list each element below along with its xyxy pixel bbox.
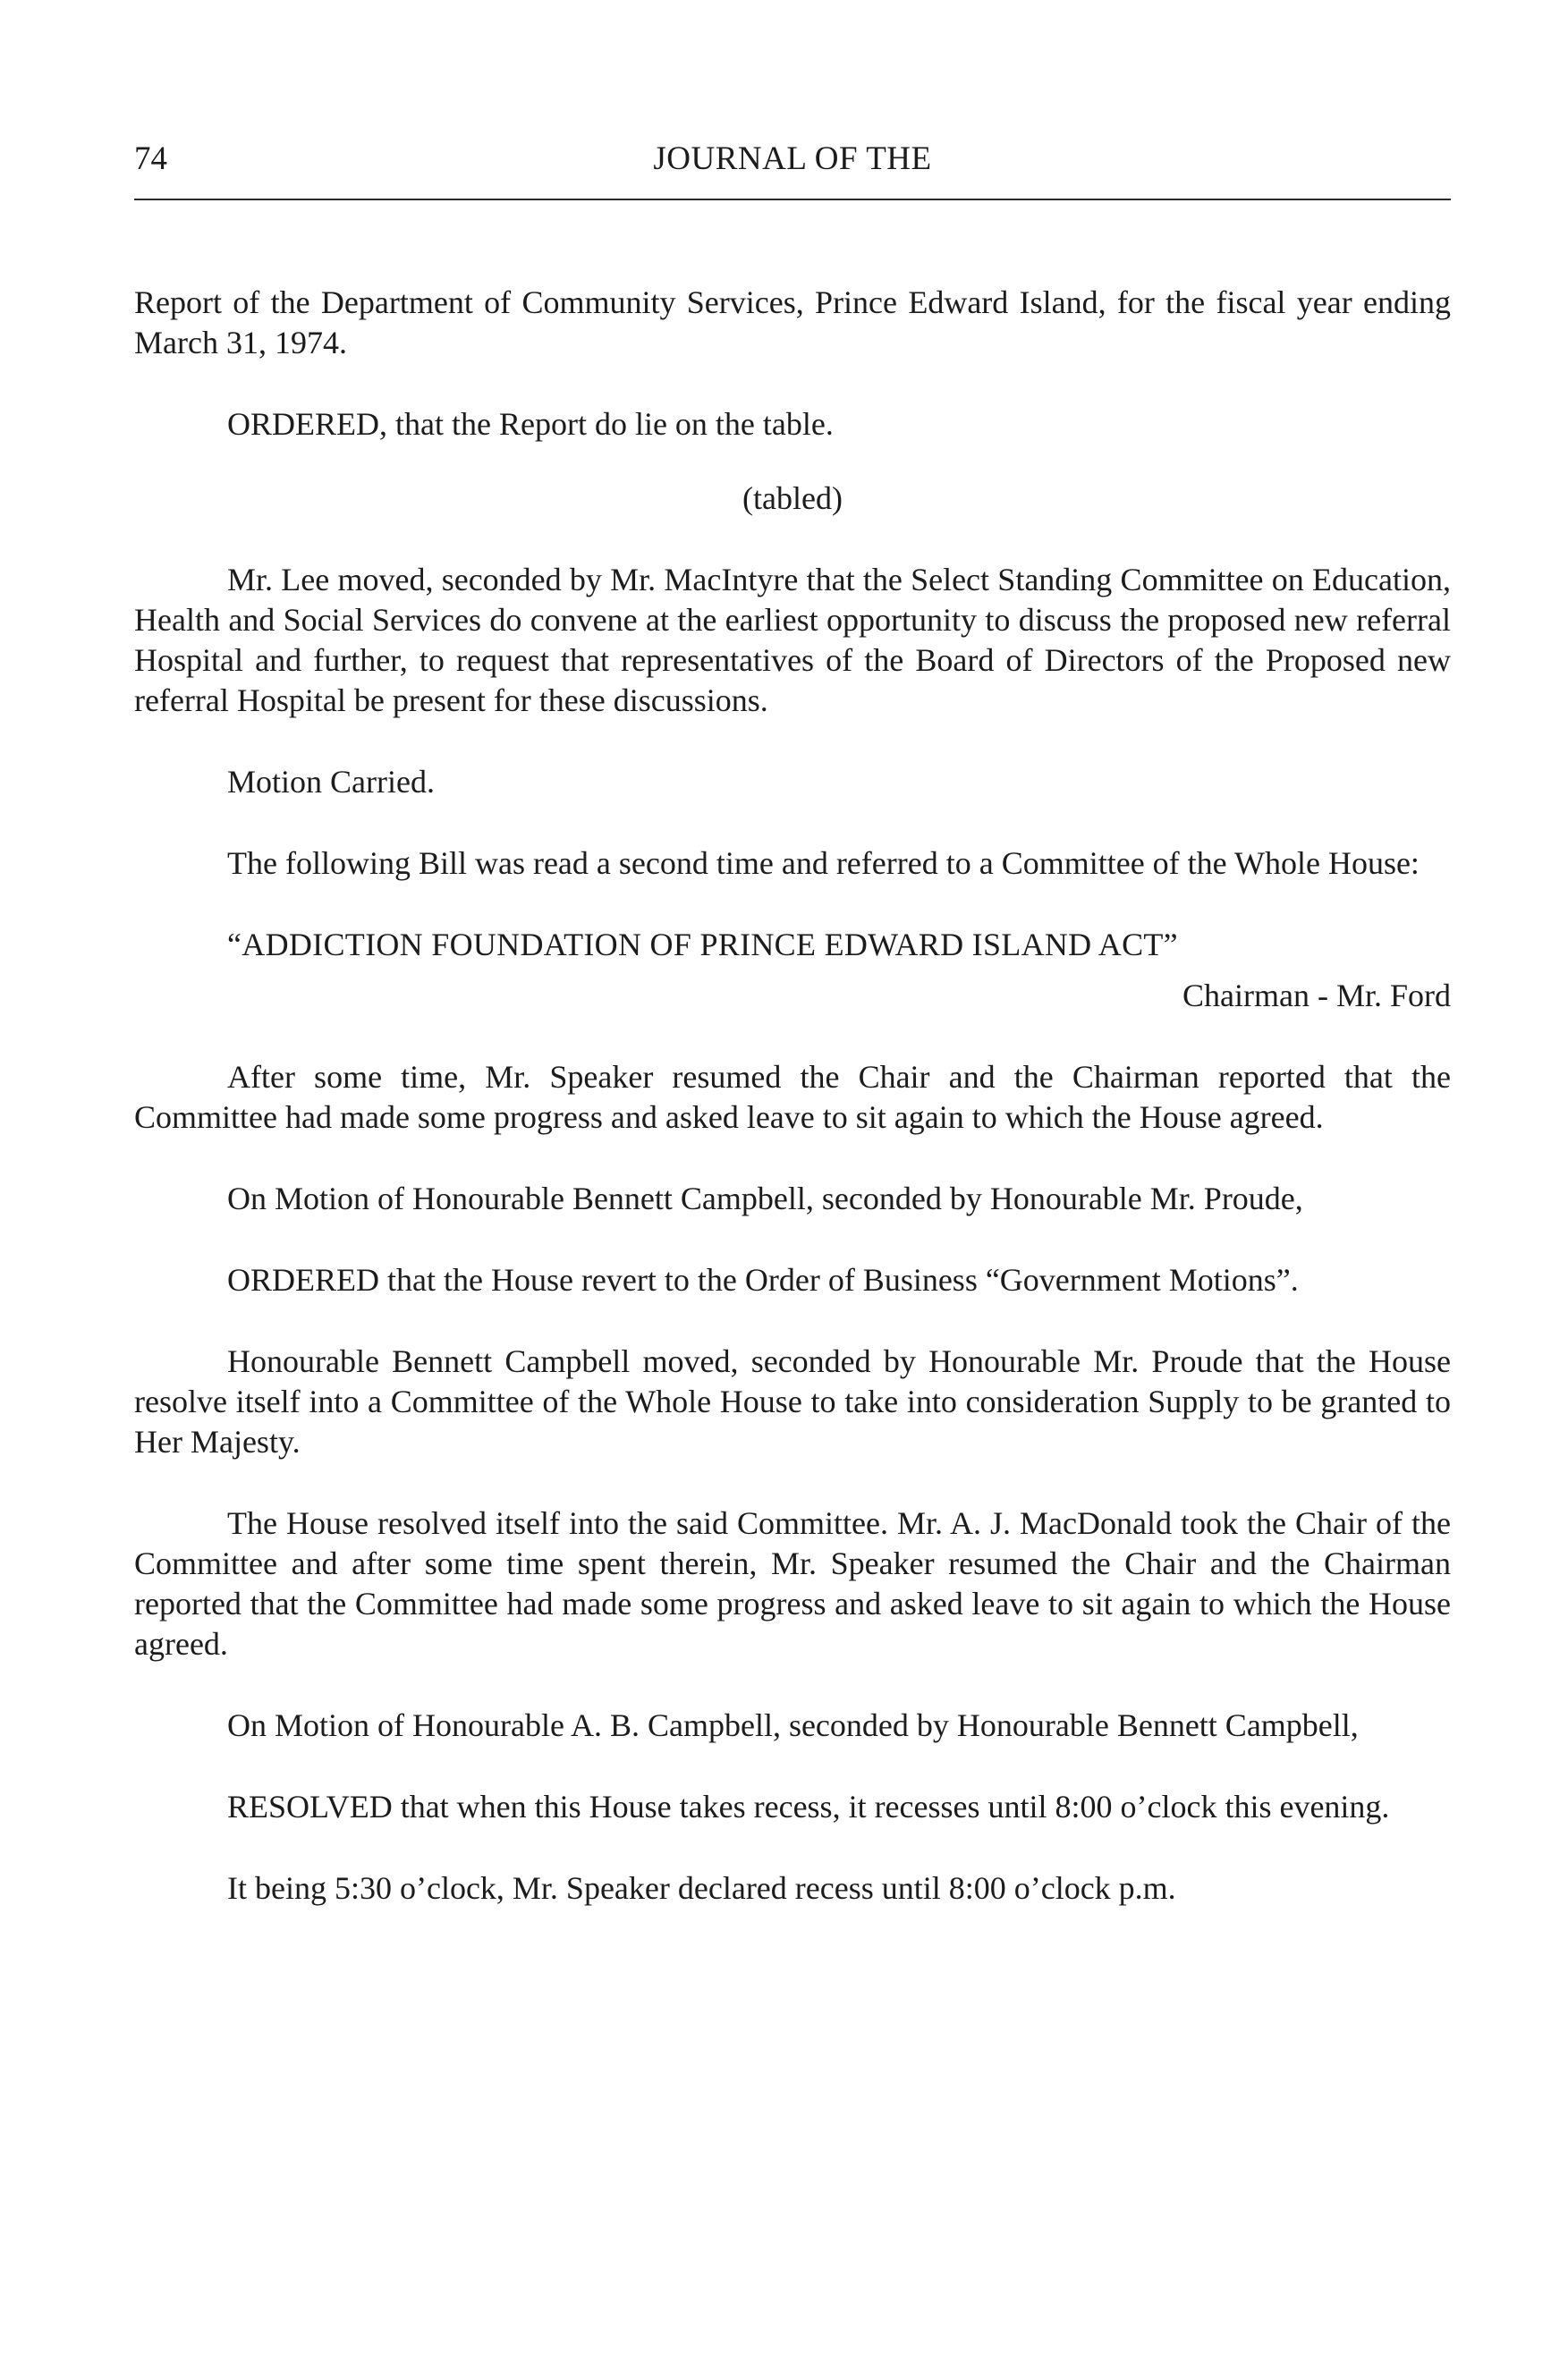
- chairman-line: Chairman - Mr. Ford: [1182, 978, 1451, 1013]
- report-paragraph: Report of the Department of Community Services, Prince Edward Island, for the fiscal year ending March 31, 1974.: [134, 284, 1451, 360]
- motion-carried-paragraph: Motion Carried.: [227, 764, 435, 800]
- campbell-moved-paragraph: Honourable Bennett Campbell moved, seconded by Honourable Mr. Proude that the House resolve itself into a Committee of the Whole House to take into consideration Supply to be granted to Her Majesty.: [134, 1343, 1451, 1460]
- ordered-revert-paragraph: ORDERED that the House revert to the Order of Business “Government Motions”.: [227, 1262, 1299, 1298]
- motion-campbell-proude-paragraph: On Motion of Honourable Bennett Campbell, seconded by Honourable Mr. Proude,: [227, 1181, 1303, 1216]
- house-resolved-paragraph: The House resolved itself into the said Committee. Mr. A. J. MacDonald took the Chair of the Committee and after some time spent therein, Mr. Speaker resumed the Chair and the Chairman reported that the Committee had made some progress and asked leave to sit again to which the House agreed.: [134, 1505, 1451, 1662]
- bill-read-paragraph: The following Bill was read a second time and referred to a Committee of the Whole House:: [227, 845, 1420, 881]
- lee-motion-paragraph: Mr. Lee moved, seconded by Mr. MacIntyre that the Select Standing Committee on Education, Health and Social Services do convene at the earliest opportunity to discuss the proposed new referral Hospital and further, to request that representatives of the Board of Directors of the Proposed new referral Hospital be present for these discussions.: [134, 562, 1451, 718]
- journal-body: [134, 283, 1451, 1909]
- running-head: JOURNAL OF THE: [653, 140, 932, 177]
- resolved-recess-paragraph: RESOLVED that when this House takes recess, it recesses until 8:00 o’clock this evening.: [227, 1789, 1390, 1825]
- journal-page: [134, 134, 1451, 1909]
- page-number: 74: [134, 140, 167, 177]
- bill-title: “ADDICTION FOUNDATION OF PRINCE EDWARD ISLAND ACT”: [227, 927, 1178, 962]
- ordered-lie-paragraph: ORDERED, that the Report do lie on the table.: [227, 406, 834, 442]
- tabled-note: (tabled): [742, 480, 843, 516]
- header-rule: [134, 199, 1451, 200]
- motion-ab-campbell-paragraph: On Motion of Honourable A. B. Campbell, seconded by Honourable Bennett Campbell,: [227, 1707, 1359, 1743]
- after-time-paragraph: After some time, Mr. Speaker resumed the Chair and the Chairman reported that the Committee had made some progress and asked leave to sit again to which the House agreed.: [134, 1059, 1451, 1135]
- recess-declared-paragraph: It being 5:30 o’clock, Mr. Speaker declared recess until 8:00 o’clock p.m.: [227, 1870, 1176, 1906]
- page-header: [134, 134, 1451, 184]
